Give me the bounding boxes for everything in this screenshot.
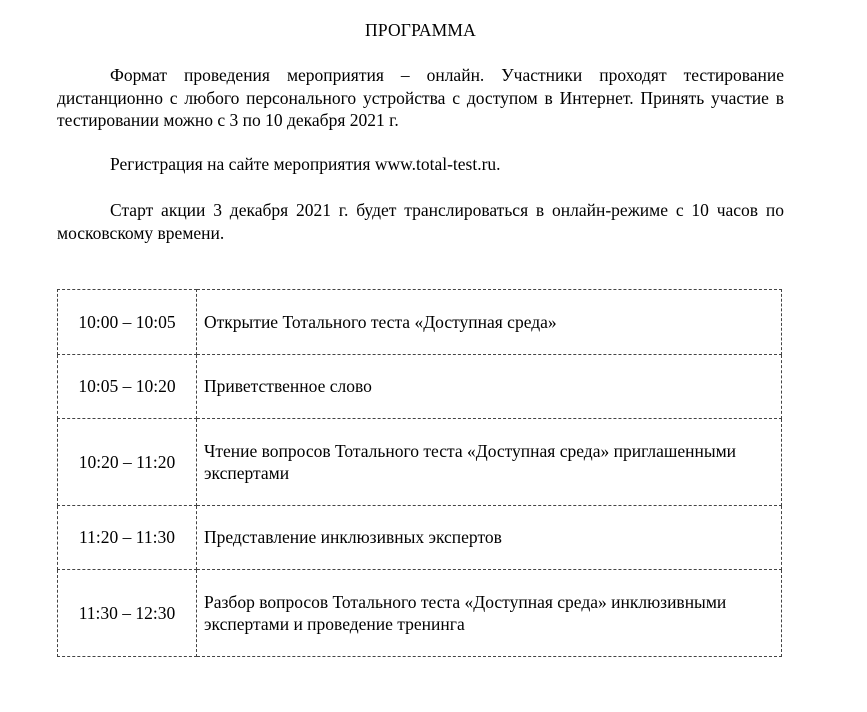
schedule-event: Представление инклюзивных экспертов xyxy=(197,506,782,570)
schedule-time: 10:05 – 10:20 xyxy=(58,355,197,419)
schedule-event: Открытие Тотального теста «Доступная среда» xyxy=(197,290,782,355)
paragraph-start: Старт акции 3 декабря 2021 г. будет транслироваться в онлайн-режиме с 10 часов по московскому времени. xyxy=(57,200,784,243)
schedule-time: 11:30 – 12:30 xyxy=(58,570,197,657)
schedule-time: 10:00 – 10:05 xyxy=(58,290,197,355)
schedule-time: 10:20 – 11:20 xyxy=(58,419,197,506)
table-row xyxy=(58,570,782,657)
document-title: ПРОГРАММА xyxy=(364,20,477,40)
table-row xyxy=(58,355,782,419)
table-row xyxy=(58,506,782,570)
table-row xyxy=(58,419,782,506)
schedule-event: Разбор вопросов Тотального теста «Доступная среда» инклюзивными экспертами и проведение тренинга xyxy=(197,570,782,657)
schedule-event: Чтение вопросов Тотального теста «Доступная среда» приглашенными экспертами xyxy=(197,419,782,506)
schedule-time: 11:20 – 11:30 xyxy=(58,506,197,570)
paragraph-registration: Регистрация на сайте мероприятия www.total-test.ru. xyxy=(110,154,501,174)
paragraph-format: Формат проведения мероприятия – онлайн. Участники проходят тестирование дистанционно с любого персонального устройства с доступом в Интернет. Принять участие в тестировании можно с 3 по 10 декабря 2021 г. xyxy=(57,65,784,130)
table-row xyxy=(58,290,782,355)
schedule-event: Приветственное слово xyxy=(197,355,782,419)
schedule-table xyxy=(57,289,782,657)
